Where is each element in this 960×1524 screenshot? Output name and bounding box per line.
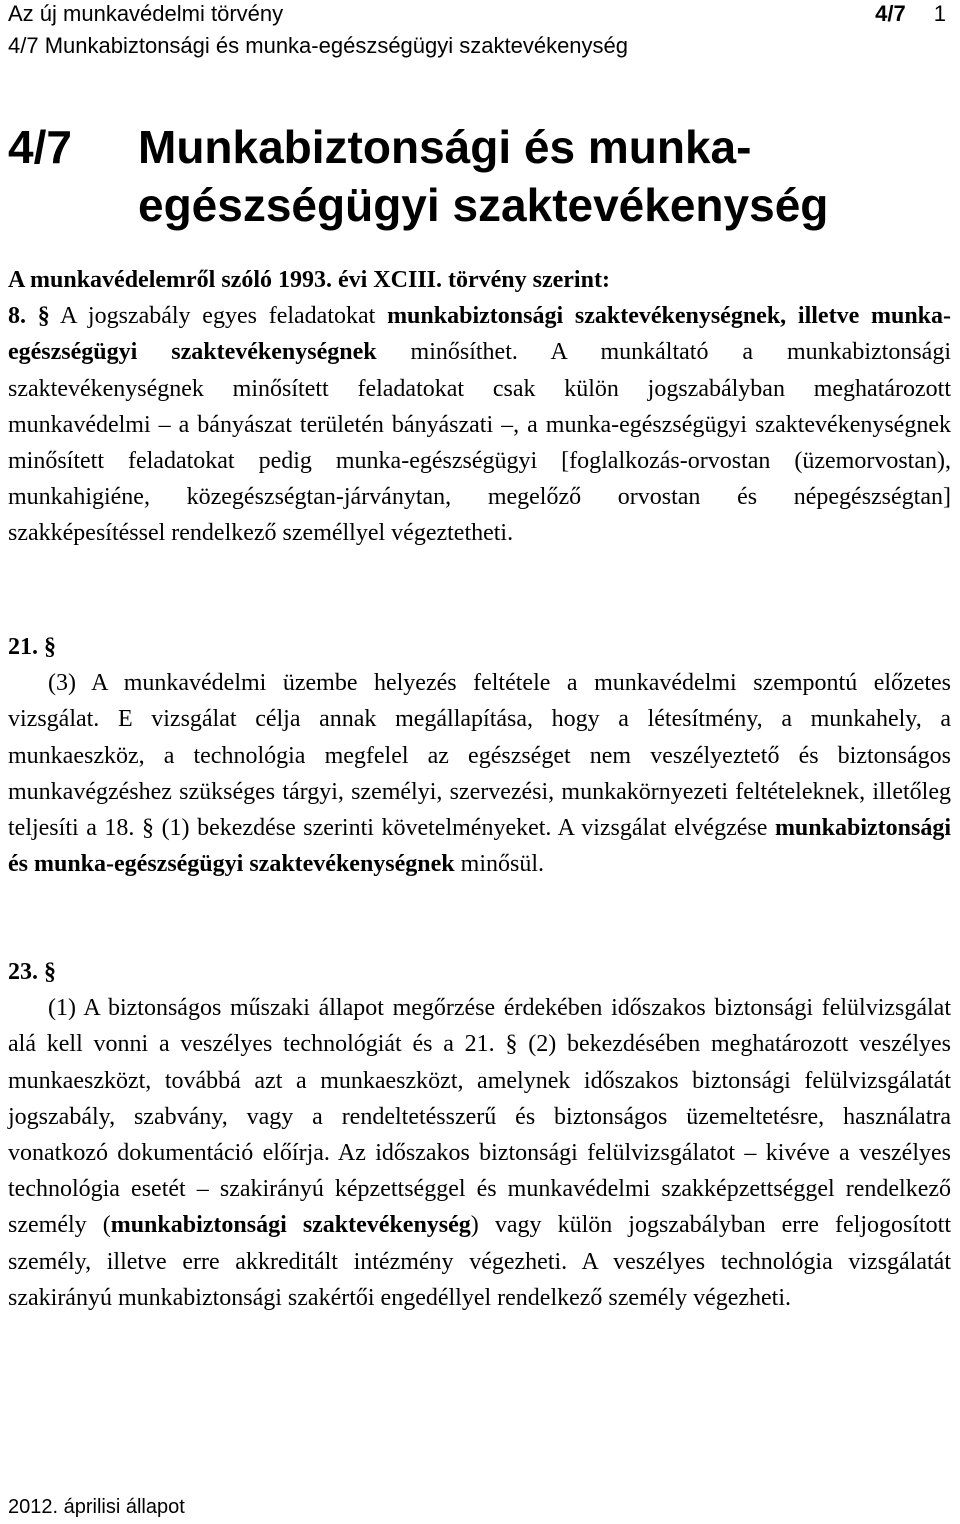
section-number: 21. § <box>8 634 56 660</box>
section-text: minősíthet. A munkáltató a munkabiztonsági szaktevékenységnek minősített feladatokat csak külön jogszabályban meghatározott munkavédelmi – a bányászat területén bányászati –, a munka-egészségügyi szaktevékenységnek minősített feladatokat pedig munka-egészségügyi [foglalkozás-orvostan (üzemorvostan), munkahigiéne, közegészségtan-járványtan, megelőző orvostan és népegészségtan] szakképesítéssel rendelkező személlyel végeztetheti. <box>8 339 951 547</box>
footer-edition: 2012. áprilisi állapot <box>8 1496 185 1518</box>
section-text: (1) A biztonságos műszaki állapot megőrzése érdekében időszakos biztonsági felülvizsgálat alá kell vonni a veszélyes technológiát és a 21. § (2) bekezdésében meghatározott veszélyes munkaeszközt, továbbá azt a munkaeszközt, amelynek időszakos biztonsági felülvizsgálatát jogszabály, szabvány, vagy a rendeltetésszerű és biztonságos üzemeltetésre, használatra vonatkozó dokumentáció előírja. Az időszakos biztonsági felülvizsgálatot – kivéve a veszélyes technológia esetét – szakirányú képzettséggel és munkavédelmi szakképzettséggel rendelkező személy ( <box>8 995 951 1239</box>
page-ref <box>875 0 946 28</box>
section-23-block <box>8 954 951 1316</box>
title-text: Munkabiztonsági és munka-egészségügyi szaktevékenység <box>138 121 829 231</box>
section-text: A jogszabály egyes feladatokat <box>49 303 388 330</box>
section-number: 23. § <box>8 959 56 985</box>
page-number: 1 <box>933 1 946 26</box>
title-number: 4/7 <box>8 121 72 173</box>
section-21-paragraph <box>8 665 951 882</box>
section-bold-term: munkabiztonsági szaktevékenység <box>110 1212 471 1239</box>
section-23-paragraph <box>8 990 951 1316</box>
book-title: Az új munkavédelmi törvény <box>8 1 284 26</box>
section-text: (3) A munkavédelmi üzembe helyezés feltétele a munkavédelmi szempontú előzetes vizsgálat. E vizsgálat célja annak megállapítása, hogy a létesítmény, a munkahely, a munkaeszköz, a technológia megfelel az egészséget nem veszélyeztető és biztonságos munkavégzéshez szükséges tárgyi, személyi, szervezési, munkakörnyezeti feltételeknek, illetőleg teljesíti a 18. § (1) bekezdése szerinti követelményeket. A vizsgálat elvégzése <box>8 670 951 842</box>
intro-line: A munkavédelemről szóló 1993. évi XCIII. törvény szerint: <box>8 267 610 293</box>
section-21-block <box>8 629 951 882</box>
section-text: minősül. <box>454 851 544 878</box>
section-text: ) vagy külön jogszabályban erre feljogosított személy, illetve erre akkreditált intézmény végezheti. A veszélyes technológia vizsgálatát szakirányú munkabiztonsági szakértői engedéllyel rendelkező személy végezheti. <box>8 1212 951 1311</box>
section-8-block <box>8 262 951 552</box>
chapter-code: 4/7 <box>875 1 906 26</box>
section-8 <box>8 298 951 551</box>
section-bold-term: munkabiztonsági szaktevékenységnek, illetve munka-egészségügyi szaktevékenységnek <box>8 303 952 366</box>
chapter-header: 4/7 Munkabiztonsági és munka-egészségügyi szaktevékenység <box>8 33 629 58</box>
running-header <box>8 0 946 28</box>
section-number: 8. § <box>8 303 50 330</box>
section-bold-term: munkabiztonsági és munka-egészségügyi szaktevékenységnek <box>8 815 951 878</box>
